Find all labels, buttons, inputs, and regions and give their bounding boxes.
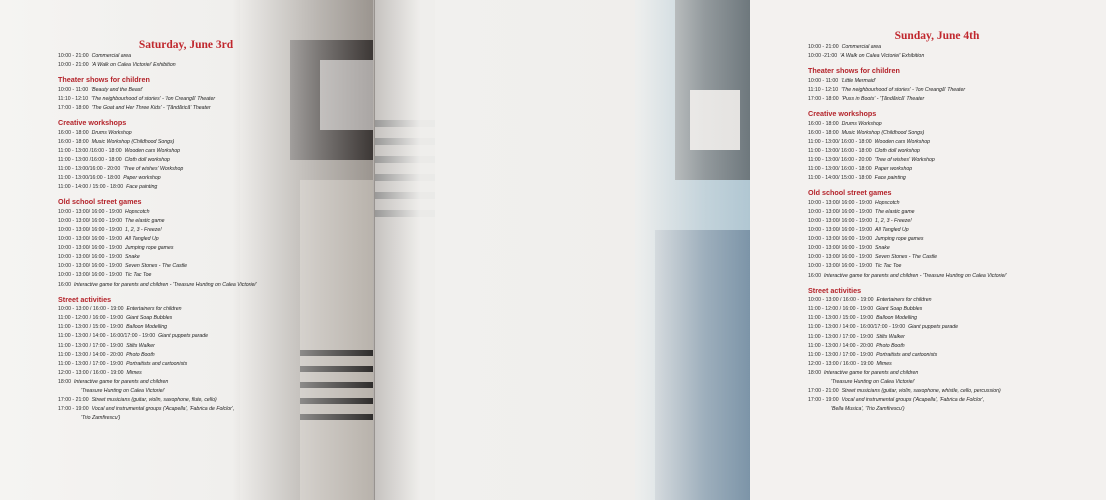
- event-time: 16:00 - 18:00: [58, 129, 89, 136]
- left-schedule-row: [58, 343, 155, 349]
- event-name: Drums Workshop: [841, 120, 882, 127]
- event-name: 'Bella Musica', 'Trio Zamfirescu'): [831, 406, 905, 413]
- event-name: Entertainers for children: [126, 306, 182, 313]
- right-schedule-row: [808, 315, 917, 321]
- event-time: 17:00 - 21:00: [808, 388, 839, 395]
- event-time: 11:00 - 12:00 / 16:00 - 19:00: [808, 306, 874, 313]
- event-name: Hopscotch: [875, 199, 900, 206]
- event-time: 11:00 - 14:00/ 15:00 - 18:00: [808, 175, 872, 182]
- left-schedule-row: [58, 254, 140, 260]
- event-time: 11:00 - 13:00 / 15:00 - 19:00: [58, 324, 124, 331]
- event-time: 11:10 - 12:10: [808, 86, 839, 93]
- event-name: Snake: [125, 254, 140, 261]
- event-time: 10:00 - 13:00/ 16:00 - 19:00: [58, 236, 123, 242]
- event-name: The elastic game: [875, 208, 915, 215]
- left-schedule-row: [58, 406, 234, 412]
- event-time: 10:00 - 13:00/ 16:00 - 19:00: [58, 254, 123, 261]
- event-time: 10:00 - 13:00/ 16:00 - 19:00: [58, 245, 123, 252]
- event-time: 17:00 - 21:00: [58, 397, 89, 404]
- right-schedule-row: [828, 379, 915, 385]
- event-time: 10:00 - 13:00/ 16:00 - 19:00: [808, 236, 873, 243]
- left-schedule-row: [58, 333, 208, 339]
- event-name: 'Beauty and the Beast': [91, 86, 143, 93]
- event-name: 'Little Mermaid': [841, 77, 876, 84]
- event-name: Tic Tac Toe: [875, 263, 902, 270]
- event-time: 10:00 - 13:00/ 16:00 - 19:00: [808, 263, 873, 270]
- event-time: 16:00: [808, 272, 821, 279]
- right-schedule-row: [808, 254, 937, 260]
- event-name: Portraitists and cartoonists: [126, 360, 188, 367]
- event-time: 12:00 - 13:00 / 16:00 - 19:00: [58, 369, 124, 376]
- event-time: 10:00 - 13:00 / 16:00 - 19:00: [808, 297, 874, 304]
- event-time: 10:00 - 13:00/ 16:00 - 19:00: [808, 199, 873, 206]
- right-schedule-row: [808, 245, 890, 251]
- right-schedule-row: [828, 406, 905, 412]
- event-name: Giant puppets parade: [158, 333, 209, 340]
- event-name: Paper workshop: [123, 175, 161, 181]
- event-name: Tic Tac Toe: [125, 272, 152, 279]
- event-name: Commercial area: [841, 44, 882, 50]
- event-name: Mimes: [126, 369, 142, 376]
- event-name: Interactive game for parents and children - 'Treasure Hunting on Calea Victoriei': [823, 272, 1007, 279]
- event-time: 11:00 - 13:00/ 16:00 - 18:00: [808, 166, 872, 172]
- left-section-heading: Creative workshops: [58, 118, 127, 127]
- event-time: 10:00 - 13:00/ 16:00 - 19:00: [808, 245, 873, 252]
- event-name: Balloon Modelling: [126, 324, 168, 331]
- right-page: [375, 0, 1007, 500]
- event-name: 'Trio Zamfirescu'): [81, 415, 121, 422]
- right-schedule-row: [808, 157, 935, 163]
- left-schedule-row: [58, 87, 143, 93]
- right-schedule-row: [808, 236, 923, 242]
- event-name: Street musicians (guitar, violin, saxophone, flute, cello): [91, 397, 217, 404]
- event-name: 'Treasure Hunting on Calea Victoriei': [831, 379, 915, 385]
- event-name: 'Tree of wishes' Workshop: [123, 165, 184, 172]
- event-time: 10:00 - 11:00: [58, 86, 89, 93]
- right-schedule-row: [808, 273, 1007, 279]
- event-name: Giant Soap Bubbles: [876, 306, 923, 313]
- left-schedule-row: [58, 282, 257, 288]
- event-time: 10:00 - 13:00/ 16:00 - 19:00: [808, 254, 873, 261]
- event-name: Face painting: [874, 175, 906, 182]
- event-time: 11:00 - 13:00 / 14:00 - 16:00/17:00 - 19:00: [58, 333, 156, 340]
- event-name: Face painting: [126, 184, 158, 191]
- event-name: Seven Stones - The Castle: [875, 254, 938, 261]
- left-schedule-row: [58, 53, 131, 59]
- event-time: 11:00 - 13:00/ 16:00 - 18:00: [808, 147, 872, 154]
- right-schedule-row: [808, 130, 924, 136]
- event-name: 1, 2, 3 - Freeze!: [875, 217, 912, 224]
- event-name: 'The Goat and Her Three Kids' - 'Țăndărică' Theater: [91, 104, 211, 111]
- event-time: 10:00 - 21:00: [58, 53, 89, 59]
- left-day-title: Saturday, June 3rd: [138, 39, 234, 51]
- event-name: Commercial area: [91, 53, 132, 59]
- right-schedule-row: [808, 352, 937, 358]
- event-time: 11:00 - 13:00 / 15:00 - 19:00: [808, 315, 874, 322]
- event-name: Vocal and instrumental groups ('Acapella', 'Fabrica de Folclor',: [91, 406, 235, 413]
- event-name: Jumping rope games: [125, 245, 174, 252]
- right-schedule-row: [808, 343, 905, 349]
- event-time: 16:00 - 18:00: [808, 120, 839, 127]
- right-day-title: Sunday, June 4th: [894, 30, 980, 42]
- left-schedule-row: [58, 96, 215, 102]
- left-page: [0, 0, 375, 500]
- right-schedule-row: [808, 306, 922, 312]
- event-name: Photo Booth: [126, 351, 155, 358]
- event-name: 'A Walk on Calea Victoriei' Exhibition: [91, 62, 176, 69]
- event-time: 10:00 - 21:00: [58, 62, 89, 69]
- event-time: 11:00 - 14:00 / 15:00 - 18:00: [58, 184, 124, 191]
- event-name: Paper workshop: [874, 166, 913, 172]
- left-schedule-row: [58, 166, 183, 172]
- event-time: 10:00 - 13:00/ 16:00 - 19:00: [808, 217, 873, 224]
- left-schedule-row: [58, 218, 165, 224]
- event-time: 10:00 - 13:00/ 16:00 - 19:00: [58, 208, 123, 215]
- event-time: 10:00 - 13:00 / 16:00 - 19:00: [58, 306, 124, 313]
- left-section-heading: Theater shows for children: [58, 75, 150, 85]
- event-time: 10:00 - 13:00/ 16:00 - 19:00: [58, 217, 123, 224]
- left-schedule-row: [58, 157, 170, 163]
- event-name: Drums Workshop: [91, 129, 132, 136]
- event-time: 12:00 - 13:00 / 16:00 - 19:00: [808, 360, 874, 367]
- event-time: 10:00 - 13:00/ 16:00 - 19:00: [58, 226, 123, 233]
- left-schedule-row: [58, 62, 176, 68]
- left-section-heading: Street activities: [58, 294, 112, 304]
- event-time: 18:00: [58, 378, 71, 385]
- right-schedule-row: [808, 121, 882, 127]
- event-name: Jumping rope games: [875, 236, 924, 243]
- left-schedule-row: [58, 361, 187, 367]
- right-background-photo: [375, 0, 750, 500]
- left-schedule-row: [58, 105, 211, 111]
- event-time: 11:00 - 13:00 / 17:00 - 19:00: [808, 351, 874, 358]
- left-schedule-row: [58, 130, 132, 136]
- event-name: Giant Soap Bubbles: [126, 315, 173, 322]
- event-name: Street musicians (guitar, violin, saxophone, whistle, cello, percussion): [841, 388, 1001, 395]
- event-name: The elastic game: [125, 217, 165, 224]
- left-schedule-row: [58, 324, 167, 330]
- event-name: Wooden cars Workshop: [874, 138, 931, 145]
- left-background-photo: [0, 0, 375, 500]
- event-time: 11:00 - 13:00 / 17:00 - 19:00: [58, 342, 124, 349]
- event-name: Giant puppets parade: [908, 324, 959, 331]
- left-schedule-row: [58, 148, 180, 154]
- left-schedule-row: [58, 184, 157, 190]
- event-name: 1, 2, 3 - Freeze!: [125, 226, 162, 233]
- event-time: 11:00 - 13:00 / 17:00 - 19:00: [808, 333, 874, 340]
- event-time: 11:00 - 13:00/ 16:00 - 20:00: [808, 156, 872, 163]
- right-schedule-row: [808, 44, 881, 50]
- left-schedule-row: [58, 306, 182, 312]
- left-schedule-row: [58, 397, 217, 403]
- right-section-heading: Theater shows for children: [808, 66, 900, 76]
- right-section-heading: Old school street games: [808, 188, 892, 198]
- event-time: 11:10 - 12:10: [58, 95, 89, 102]
- left-schedule-row: [58, 236, 159, 242]
- left-schedule-row: [58, 209, 150, 215]
- right-schedule-row: [808, 324, 958, 330]
- left-schedule-row: [58, 227, 162, 233]
- event-name: 'The neighbourhood of stories' - 'Ion Creangă' Theater: [841, 86, 966, 93]
- event-time: 11:00 - 13:00 / 14:00 - 20:00: [808, 342, 874, 349]
- event-name: Stilts Walker: [876, 333, 905, 340]
- left-schedule-row: [58, 245, 173, 251]
- event-time: 11:00 - 13:00/16:00 - 20:00: [58, 165, 121, 172]
- event-time: 10:00 - 13:00/ 16:00 - 19:00: [808, 227, 873, 233]
- event-time: 17:00 - 18:00: [58, 104, 89, 111]
- right-schedule-row: [808, 96, 924, 102]
- right-schedule-row: [808, 263, 901, 269]
- event-time: 11:00 - 13:00 / 14:00 - 16:00/17:00 - 19:00: [808, 324, 906, 331]
- event-name: Vocal and instrumental groups ('Acapella', 'Fabrica de Folclor',: [841, 397, 985, 404]
- event-time: 11:00 - 13:00 / 14:00 - 20:00: [58, 351, 124, 358]
- event-name: All Tangled Up: [125, 236, 159, 242]
- right-schedule-row: [808, 53, 924, 59]
- right-schedule-row: [808, 397, 984, 403]
- event-name: 'A Walk on Calea Victoriei' Exhibition: [840, 53, 925, 60]
- event-time: 11:00 - 13:00 /16:00 - 18:00: [58, 147, 122, 154]
- right-schedule-row: [808, 388, 1001, 394]
- event-name: Portraitists and cartoonists: [876, 351, 938, 358]
- event-time: 11:00 - 13:00/ 16:00 - 18:00: [808, 138, 872, 145]
- right-section-heading: Street activities: [808, 285, 862, 295]
- right-section-heading: Creative workshops: [808, 109, 877, 118]
- event-name: Seven Stones - The Castle: [125, 263, 188, 270]
- left-schedule-row: [58, 139, 174, 145]
- event-time: 17:00 - 19:00: [58, 406, 89, 413]
- event-name: Mimes: [876, 360, 892, 367]
- right-schedule-row: [808, 166, 912, 172]
- right-schedule-row: [808, 148, 920, 154]
- event-name: 'Tree of wishes' Workshop: [874, 156, 935, 163]
- event-time: 10:00 - 13:00/ 16:00 - 19:00: [58, 263, 123, 270]
- event-time: 11:00 - 13:00 / 17:00 - 19:00: [58, 360, 124, 367]
- event-name: 'Treasure Hunting on Calea Victoriei': [81, 388, 165, 394]
- right-schedule-row: [808, 175, 906, 181]
- left-schedule-row: [58, 379, 168, 385]
- event-time: 11:00 - 13:00 /16:00 - 18:00: [58, 156, 122, 163]
- event-name: All Tangled Up: [875, 227, 909, 233]
- event-time: 10:00 - 13:00/ 16:00 - 19:00: [58, 272, 123, 279]
- right-schedule-row: [808, 227, 909, 233]
- right-schedule-row: [808, 200, 900, 206]
- right-schedule-row: [808, 87, 965, 93]
- left-schedule-row: [58, 175, 161, 181]
- event-time: 17:00 - 18:00: [808, 95, 839, 102]
- event-name: Photo Booth: [876, 342, 905, 349]
- event-name: Wooden cars Workshop: [124, 147, 181, 154]
- event-name: 'Puss in Boots' - 'Țăndărică' Theater: [841, 95, 925, 102]
- event-name: Cloth doll workshop: [124, 156, 170, 163]
- right-schedule-row: [808, 297, 932, 303]
- right-schedule-row: [808, 78, 876, 84]
- left-schedule-row: [58, 272, 151, 278]
- right-schedule-row: [808, 218, 912, 224]
- event-time: 11:00 - 12:00 / 16:00 - 19:00: [58, 315, 124, 322]
- event-name: Interactive game for parents and children: [73, 378, 169, 385]
- right-schedule-row: [808, 361, 892, 367]
- event-name: Snake: [875, 245, 890, 252]
- event-name: Interactive game for parents and children - 'Treasure Hunting on Calea Victoriei': [73, 281, 257, 288]
- right-schedule-row: [808, 209, 915, 215]
- event-name: Entertainers for children: [876, 297, 932, 304]
- right-schedule-row: [808, 139, 930, 145]
- left-schedule-row: [58, 352, 155, 358]
- left-schedule-row: [58, 315, 172, 321]
- event-name: Hopscotch: [125, 208, 150, 215]
- event-time: 16:00 - 18:00: [58, 138, 89, 145]
- event-time: 10:00 - 21:00: [808, 44, 839, 50]
- event-time: 16:00: [58, 281, 71, 288]
- left-schedule-row: [78, 415, 120, 421]
- event-time: 10:00 -21:00: [808, 53, 838, 60]
- event-name: Interactive game for parents and children: [823, 369, 919, 376]
- left-schedule-row: [78, 388, 165, 394]
- event-time: 17:00 - 19:00: [808, 397, 839, 404]
- event-time: 18:00: [808, 369, 821, 376]
- event-time: 11:00 - 13:00/16:00 - 18:00: [58, 175, 121, 181]
- event-name: Cloth doll workshop: [874, 147, 920, 154]
- event-name: Balloon Modelling: [876, 315, 918, 322]
- event-time: 16:00 - 18:00: [808, 129, 839, 136]
- left-schedule-row: [58, 263, 187, 269]
- event-name: Music Workshop (Childhood Songs): [841, 129, 925, 136]
- event-time: 10:00 - 13:00/ 16:00 - 19:00: [808, 208, 873, 215]
- right-schedule-row: [808, 370, 918, 376]
- event-name: 'The neighbourhood of stories' - 'Ion Creangă' Theater: [91, 95, 216, 102]
- left-section-heading: Old school street games: [58, 197, 142, 207]
- right-schedule-row: [808, 334, 905, 340]
- event-time: 10:00 - 11:00: [808, 77, 839, 84]
- event-name: Music Workshop (Childhood Songs): [91, 138, 175, 145]
- left-schedule-row: [58, 370, 142, 376]
- event-name: Stilts Walker: [126, 342, 155, 349]
